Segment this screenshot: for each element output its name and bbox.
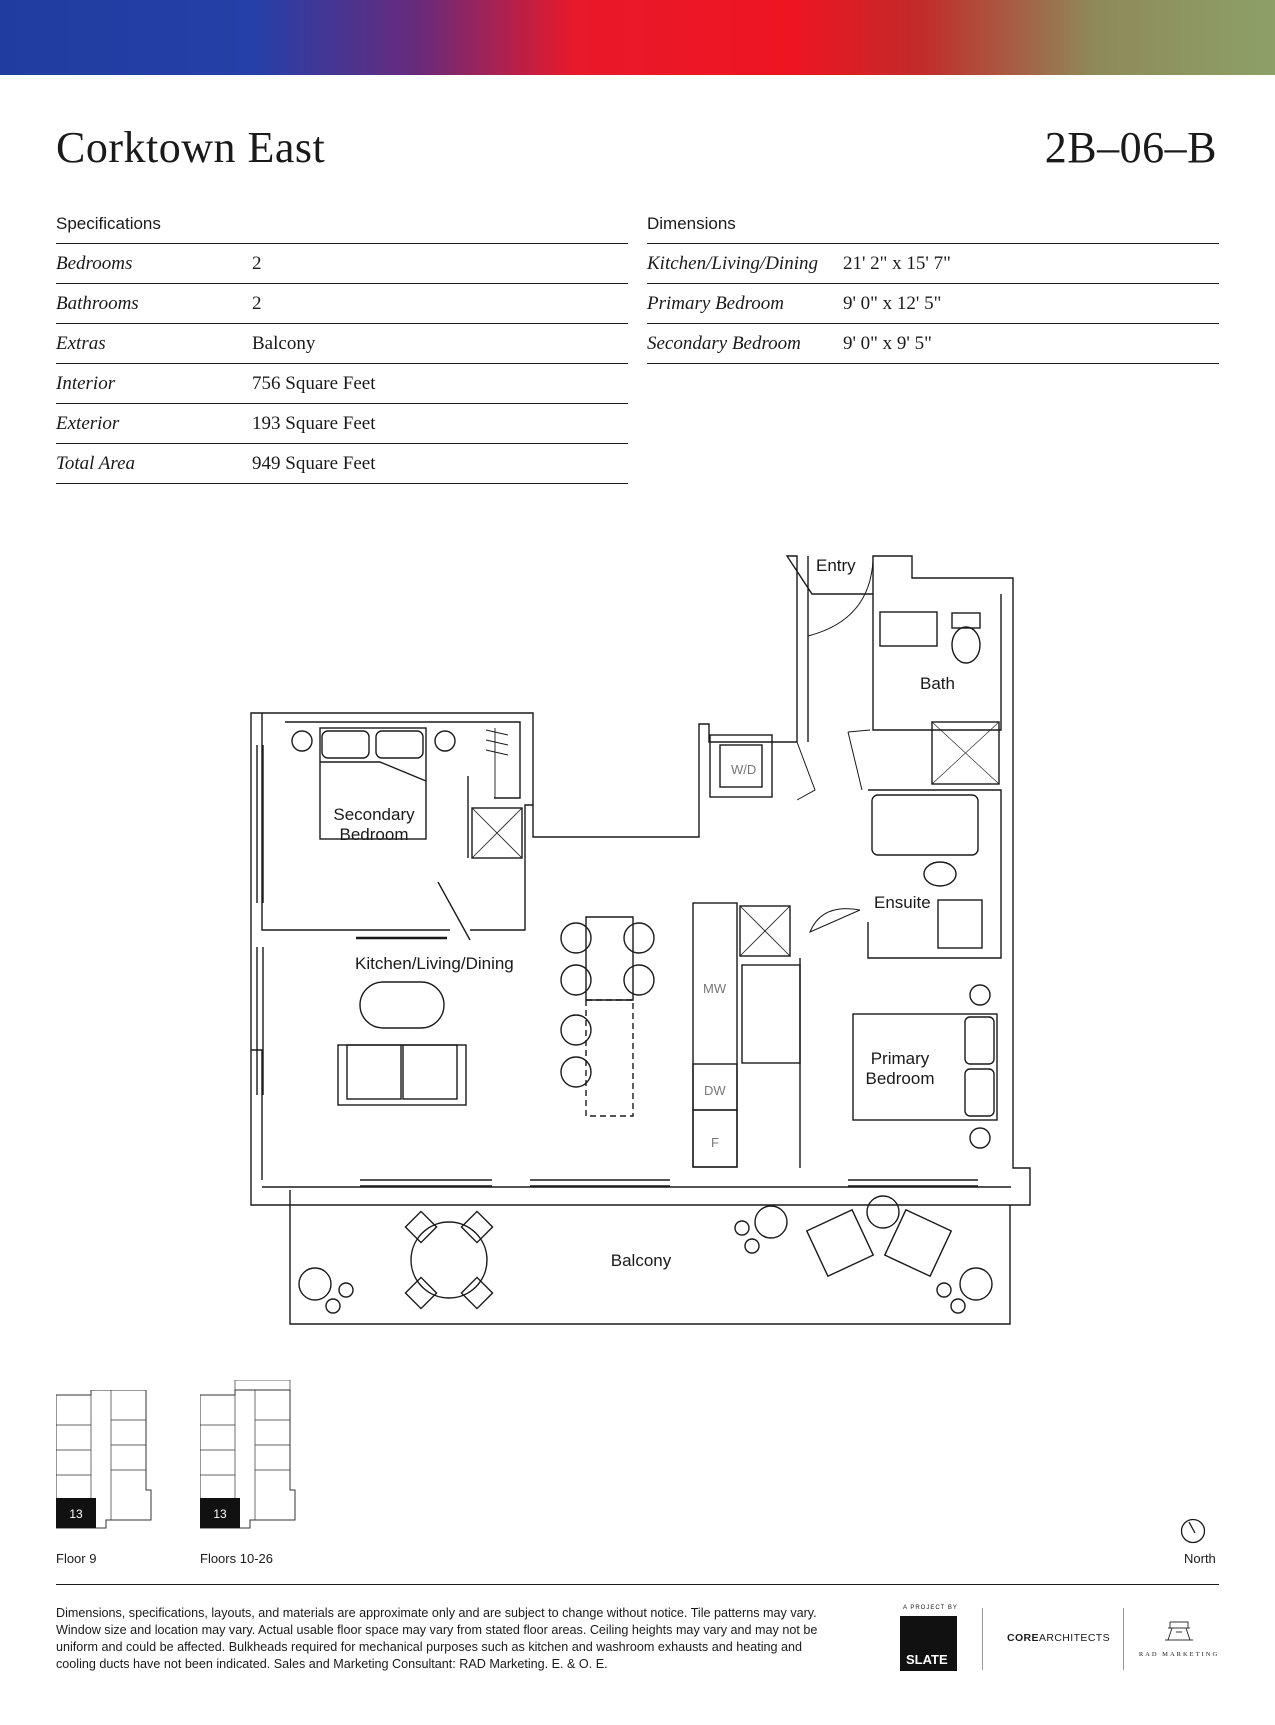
outer-wall (251, 556, 1030, 1205)
spec-value: 756 Square Feet (252, 364, 628, 404)
spec-value: 193 Square Feet (252, 404, 628, 444)
keyplan-floors-10-26 (200, 1380, 300, 1530)
label-wd: W/D (731, 762, 757, 777)
closet-x (472, 808, 522, 858)
dim-value: 21' 2" x 15' 7" (843, 244, 1219, 284)
core-logo-bold: CORE (1007, 1632, 1039, 1644)
window (360, 1180, 978, 1186)
spec-value: 2 (252, 244, 628, 284)
slate-logo (900, 1616, 957, 1671)
sofa (338, 1045, 466, 1105)
spec-label: Bathrooms (56, 284, 252, 324)
specifications-heading: Specifications (56, 214, 161, 233)
table-row (56, 324, 628, 364)
label-mw: MW (703, 981, 727, 996)
lounge-chairs (807, 1196, 951, 1276)
keyplan-floor-9 (56, 1390, 156, 1530)
label-secondary: Secondary (333, 805, 415, 824)
pantry-x (740, 906, 790, 956)
dining-table (360, 982, 444, 1028)
unit-code: 2B–06–B (1044, 123, 1217, 172)
shower-drain (932, 722, 999, 784)
spec-label: Exterior (56, 404, 252, 444)
spec-value: 949 Square Feet (252, 444, 628, 484)
laundry-door (797, 742, 815, 800)
color-gradient-band (0, 0, 1275, 75)
dimensions-table (647, 243, 1219, 364)
table-row (647, 284, 1219, 324)
label-bath: Bath (920, 674, 955, 693)
rad-marketing-logo (1138, 1618, 1220, 1658)
spec-label: Total Area (56, 444, 252, 484)
kitchen-island-unit (742, 965, 800, 1063)
rad-emblem-icon (1162, 1618, 1196, 1646)
rad-marketing-text: RAD MARKETING (1138, 1651, 1220, 1658)
table-row (56, 244, 628, 284)
toilet-bowl (924, 862, 956, 886)
label-entry: Entry (816, 556, 856, 575)
dim-value: 9' 0" x 9' 5" (843, 324, 1219, 364)
keyplan-unit-number: 13 (213, 1507, 227, 1521)
logo-divider (1123, 1608, 1124, 1670)
bar-stools (561, 923, 654, 1087)
specifications-table (56, 243, 628, 484)
dim-label: Primary Bedroom (647, 284, 843, 324)
label-balcony: Balcony (610, 1251, 672, 1270)
table-row (647, 244, 1219, 284)
balcony-table-set (405, 1211, 492, 1308)
dim-value: 9' 0" x 12' 5" (843, 284, 1219, 324)
ensuite-shower (938, 900, 982, 948)
bathtub (872, 795, 978, 855)
label-primary-bedroom: Bedroom (865, 1069, 935, 1088)
table-row (647, 324, 1219, 364)
core-architects-logo (1007, 1632, 1110, 1644)
north-label: North (1184, 1551, 1216, 1566)
island-overhang (586, 1000, 633, 1116)
project-title: Corktown East (56, 123, 326, 172)
spec-value: Balcony (252, 324, 628, 364)
north-arrow-icon (1180, 1518, 1206, 1544)
table-row (56, 364, 628, 404)
bath-door (848, 730, 870, 790)
vanity-sink (880, 612, 937, 646)
keyplan-label-floors-10-26: Floors 10-26 (200, 1551, 273, 1566)
footer-divider (56, 1584, 1219, 1585)
table-row (56, 404, 628, 444)
inner-wall (438, 882, 470, 940)
inner-wall (868, 790, 1001, 958)
slate-logo-text: SLATE (906, 1652, 948, 1667)
dim-label: Kitchen/Living/Dining (647, 244, 843, 284)
spec-label: Bedrooms (56, 244, 252, 284)
spec-label: Extras (56, 324, 252, 364)
toilet-bowl (952, 627, 980, 663)
keyplan-unit-number: 13 (69, 1507, 83, 1521)
disclaimer: Dimensions, specifications, layouts, and materials are approximate only and are subject to change without notice. Tile patterns may vary. Window size and location may vary. Actual usable floor space may vary from stated floor areas. Ceiling heights may vary and may not be uniform and could be affected. Bulkheads required for mechanical purposes such as kitchen and washroom exhausts and heating and cooling ducts have not been indicated. Sales and Marketing Consultant: RAD Marketing. E. & O. E. (56, 1606, 818, 1671)
dimensions-heading: Dimensions (647, 214, 736, 233)
inner-wall (470, 805, 533, 930)
kitchen-counter (693, 903, 737, 1167)
project-by-label: A PROJECT BY (903, 1605, 958, 1611)
logo-divider (982, 1608, 983, 1670)
core-logo-rest: ARCHITECTS (1038, 1632, 1111, 1644)
floor-plan (0, 520, 1275, 1350)
label-primary: Primary (870, 1049, 930, 1068)
dim-label: Secondary Bedroom (647, 324, 843, 364)
label-ensuite: Ensuite (874, 893, 931, 912)
label-kld: Kitchen/Living/Dining (355, 954, 514, 973)
table-row (56, 444, 628, 484)
toilet (952, 613, 980, 628)
ensuite-door (810, 909, 860, 932)
spec-value: 2 (252, 284, 628, 324)
label-secondary-bedroom: Bedroom (339, 825, 409, 844)
spec-label: Interior (56, 364, 252, 404)
label-fridge: F (711, 1135, 719, 1150)
keyplan-label-floor-9: Floor 9 (56, 1551, 97, 1566)
table-row (56, 284, 628, 324)
label-dw: DW (704, 1083, 726, 1098)
wardrobe-hangers (486, 728, 508, 798)
